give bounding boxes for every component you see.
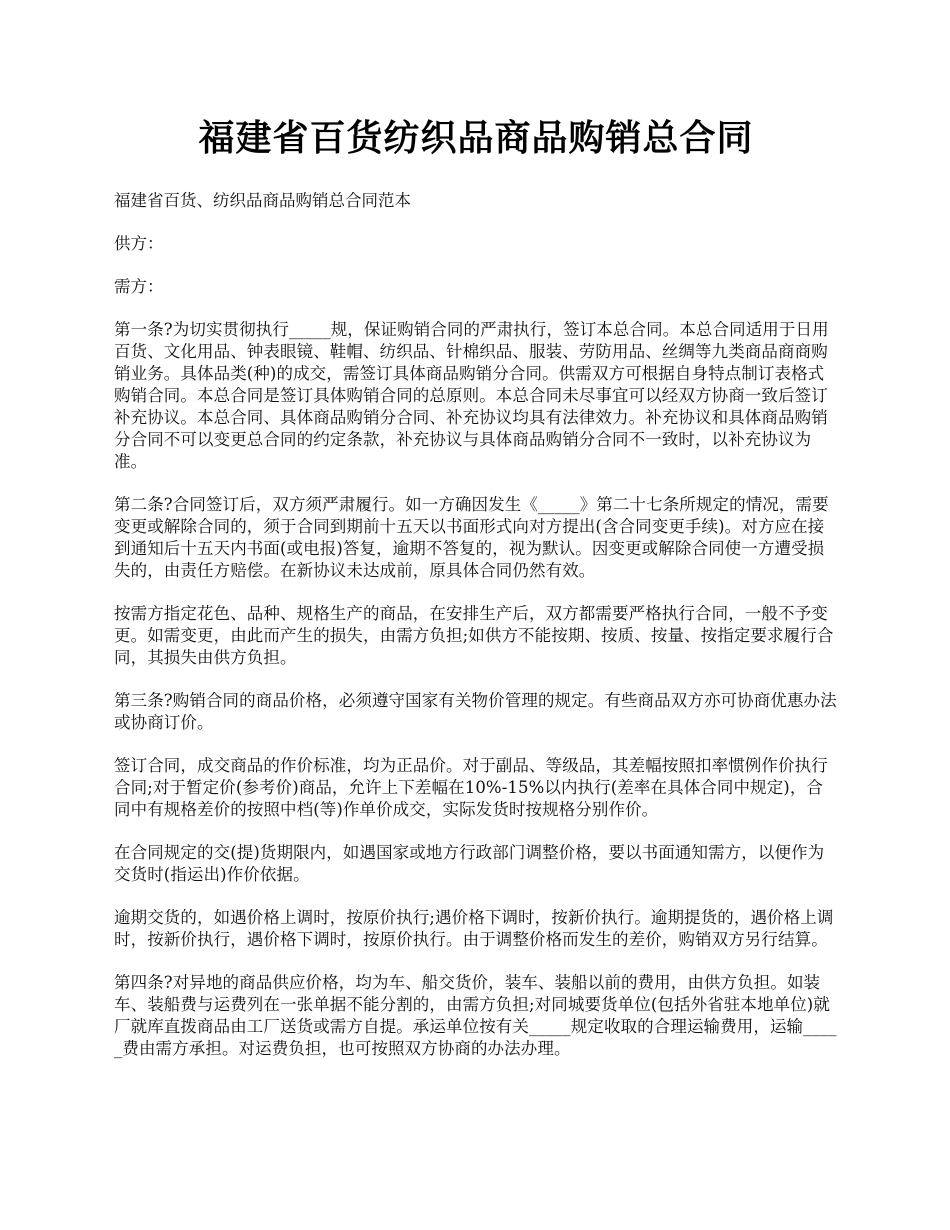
article-4-paragraph: 第四条?对异地的商品供应价格，均为车、船交货价，装车、装船以前的费用，由供方负担。如装车、装船费与运费列在一张单据不能分割的，由需方负担;对同城要货单位(包括外省驻本地单位)就厂就库直拨商品由工厂送货或需方自提。承运单位按有关_____规定收取的合理运输费用，运输_____费由需方承担。对运费负担，也可按照双方协商的办法办理。 [114, 973, 837, 1058]
article-2-custom-order-paragraph: 按需方指定花色、品种、规格生产的商品，在安排生产后，双方都需要严格执行合同，一般不予变更。如需变更，由此而产生的损失，由需方负担;如供方不能按期、按质、按量、按指定要求履行合同，其损失由供方负担。 [114, 604, 834, 667]
article-3-price-standard-paragraph: 签订合同，成交商品的作价标准，均为正品价。对于副品、等级品，其差幅按照扣率惯例作价执行合同;对于暂定价(参考价)商品，允许上下差幅在10%-15%以内执行(差率在具体合同中规定)，合同中有规格差价的按照中档(等)作单价成交，实际发货时按规格分别作价。 [114, 756, 828, 819]
document-title: 福建省百货纺织品商品购销总合同 [198, 117, 754, 159]
article-3-paragraph: 第三条?购销合同的商品价格，必须遵守国家有关物价管理的规定。有些商品双方亦可协商优惠办法或协商订价。 [114, 691, 837, 732]
article-2-paragraph: 第二条?合同签订后，双方须严肃履行。如一方确因发生《_____》第二十七条所规定的情况，需要变更或解除合同的，须于合同到期前十五天以书面形式向对方提出(含合同变更手续)。对方应在接到通知后十五天内书面(或电报)答复，逾期不答复的，视为默认。因变更或解除合同使一方遭受损失的，由责任方赔偿。在新协议未达成前，原具体合同仍然有效。 [114, 495, 829, 580]
article-3-overdue-paragraph: 逾期交货的，如遇价格上调时，按原价执行;遇价格下调时，按新价执行。逾期提货的，遇价格上调时，按新价执行，遇价格下调时，按原价执行。由于调整价格而发生的差价，购销双方另行结算。 [114, 908, 834, 949]
buyer-field: 需方： [114, 277, 164, 296]
supplier-field: 供方： [114, 234, 164, 253]
document-subtitle: 福建省百货、纺织品商品购销总合同范本 [114, 191, 411, 210]
article-3-price-adjustment-paragraph: 在合同规定的交(提)货期限内，如遇国家或地方行政部门调整价格，要以书面通知需方，以便作为交货时(指运出)作价依据。 [114, 843, 825, 884]
article-1-paragraph: 第一条?为切实贯彻执行_____规，保证购销合同的严肃执行，签订本总合同。本总合同适用于日用百货、文化用品、钟表眼镜、鞋帽、纺织品、针棉织品、服装、劳防用品、丝绸等九类商品商商购销业务。具体品类(种)的成交，需签订具体商品购销分合同。供需双方可根据自身特点制订表格式购销合同。本总合同是签订具体购销合同的总原则。本总合同未尽事宜可以经双方协商一致后签订补充协议。本总合同、具体商品购销分合同、补充协议均具有法律效力。补充协议和具体商品购销分合同不可以变更总合同的约定条款，补充协议与具体商品购销分合同不一致时，以补充协议为准。 [114, 320, 829, 471]
